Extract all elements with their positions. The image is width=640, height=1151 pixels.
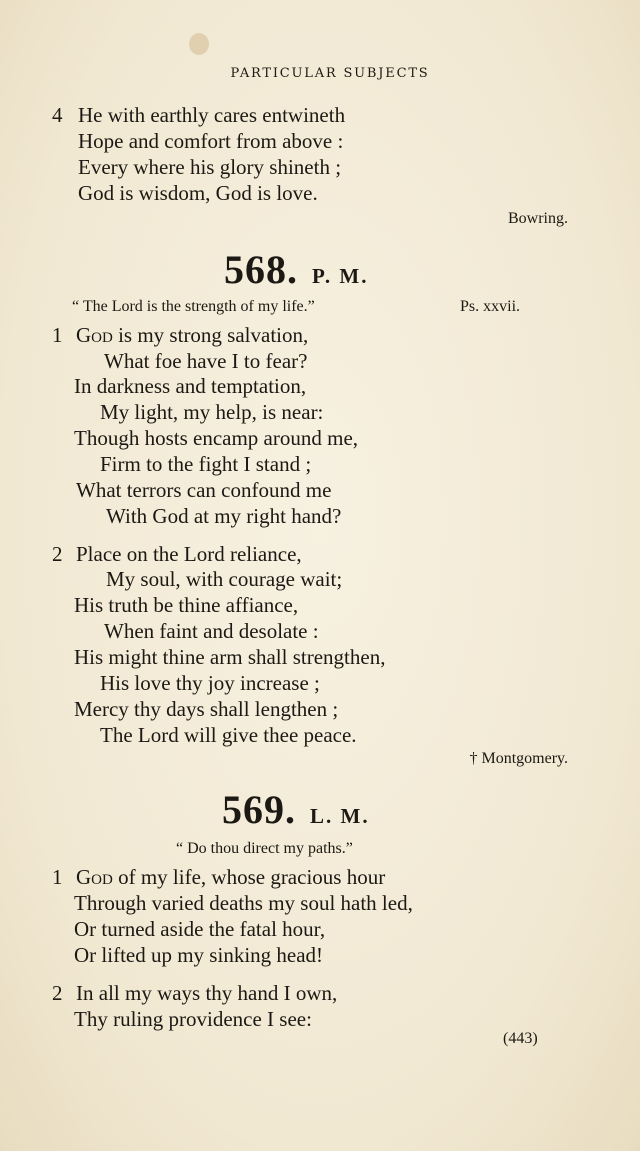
hymn-569-motto: “ Do thou direct my paths.” <box>176 840 353 857</box>
verse-text: God is wisdom, God is love. <box>78 181 318 205</box>
hymn-number: 569. <box>222 787 296 832</box>
verse-initial-word: God <box>76 323 113 347</box>
verse-text: Firm to the fight I stand ; <box>100 452 312 476</box>
verse-text: Place on the Lord reliance, <box>76 542 302 566</box>
verse-text: Though hosts encamp around me, <box>74 426 359 450</box>
verse-text: Hope and comfort from above : <box>78 129 344 153</box>
verse-text: Mercy thy days shall lengthen ; <box>74 697 339 721</box>
verse-text: His might thine arm shall strengthen, <box>74 645 386 669</box>
attribution-montgomery: † Montgomery. <box>469 750 568 767</box>
verse-text: Or turned aside the fatal hour, <box>74 917 326 941</box>
page-number: (443) <box>503 1030 538 1047</box>
verse-text: My light, my help, is near: <box>100 400 324 424</box>
stanza-number: 2 <box>52 981 63 1005</box>
verse-text: What foe have I to fear? <box>104 349 308 373</box>
verse-text: Or lifted up my sinking head! <box>74 943 324 967</box>
scripture-reference: Ps. xxvii. <box>460 298 521 315</box>
verse-text: Thy ruling providence I see: <box>74 1007 312 1031</box>
running-header: PARTICULAR SUBJECTS <box>230 66 430 81</box>
verse-text: His truth be thine affiance, <box>74 593 299 617</box>
stanza-number: 1 <box>52 865 63 889</box>
paper-stain <box>189 33 209 55</box>
verse-text: of my life, whose gracious hour <box>112 865 386 889</box>
verse-text: Every where his glory shineth ; <box>78 155 342 179</box>
verse-text: What terrors can confound me <box>76 478 332 502</box>
verse-text: When faint and desolate : <box>104 619 319 643</box>
stanza-number: 2 <box>52 542 63 566</box>
hymn-meter: P. M. <box>312 264 369 288</box>
verse-text: The Lord will give thee peace. <box>100 723 357 747</box>
verse-text: His love thy joy increase ; <box>100 671 320 695</box>
verse-text: My soul, with courage wait; <box>106 567 343 591</box>
hymn-number: 568. <box>224 247 298 292</box>
verse-text: is my strong salvation, <box>112 323 309 347</box>
verse-text: He with earthly cares entwineth <box>78 103 346 127</box>
stanza-number: 4 <box>52 103 63 127</box>
verse-text: In all my ways thy hand I own, <box>76 981 338 1005</box>
hymn-meter: L. M. <box>310 804 370 828</box>
hymn-569-heading <box>222 786 370 833</box>
attribution-bowring: Bowring. <box>508 210 568 227</box>
stanza-number: 1 <box>52 323 63 347</box>
verse-text: With God at my right hand? <box>106 504 342 528</box>
verse-text: Through varied deaths my soul hath led, <box>74 891 413 915</box>
hymn-568-heading <box>224 246 368 293</box>
verse-text: In darkness and temptation, <box>74 374 307 398</box>
verse-initial-word: God <box>76 865 113 889</box>
hymn-568-motto: “ The Lord is the strength of my life.” <box>72 298 315 315</box>
